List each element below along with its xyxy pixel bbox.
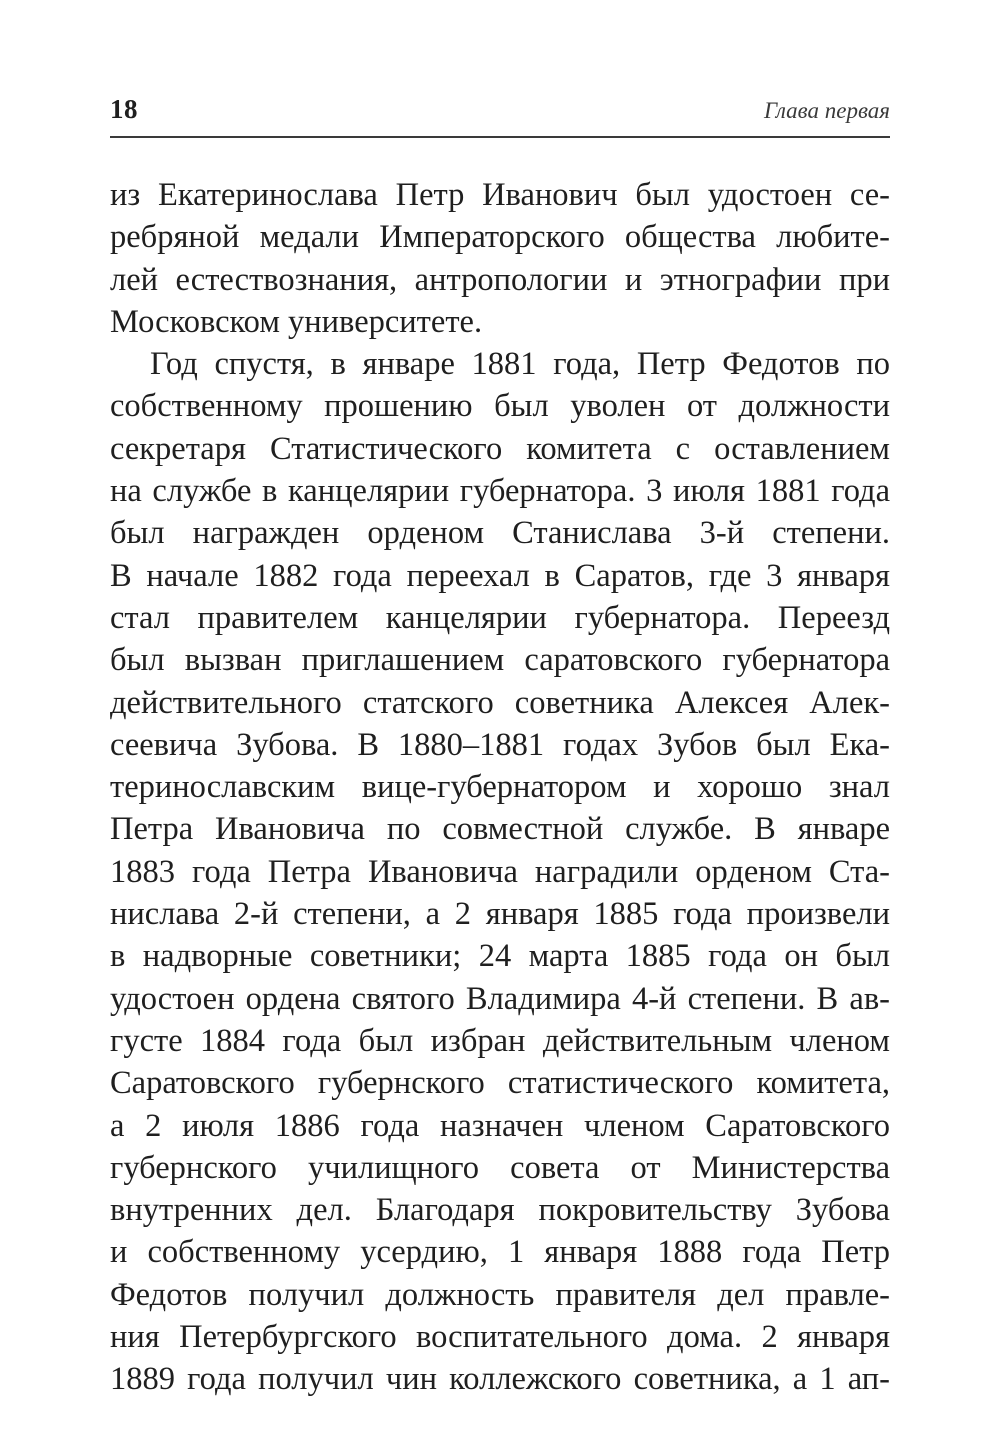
text-line: Саратовского губернского статистического комитета, <box>110 1065 890 1102</box>
text-line: а 2 июля 1886 года назначен членом Саратовского <box>110 1107 890 1144</box>
text-line: Федотов получил должность правителя дел правле- <box>110 1276 890 1313</box>
text-line: нислава 2-й степени, а 2 января 1885 года произвели <box>110 896 890 933</box>
text-line: внутренних дел. Благодаря покровительству Зубова <box>110 1192 890 1229</box>
book-page <box>110 92 890 1401</box>
text-line: 1883 года Петра Ивановича наградили орденом Ста- <box>110 853 890 890</box>
text-line: сеевича Зубова. В 1880–1881 годах Зубов был Ека- <box>110 726 890 763</box>
text-line: и собственному усердию, 1 января 1888 года Петр <box>110 1234 890 1271</box>
chapter-title: Глава первая <box>764 98 890 123</box>
text-line: В начале 1882 года переехал в Саратов, где 3 января <box>110 557 890 594</box>
text-line: был вызван приглашением саратовского губернатора <box>110 642 890 679</box>
text-line: стал правителем канцелярии губернатора. Переезд <box>110 599 890 636</box>
text-line: Московском университете. <box>110 303 483 340</box>
text-line: собственному прошению был уволен от должности <box>110 388 890 425</box>
text-line: густе 1884 года был избран действительным членом <box>110 1022 890 1059</box>
page-number: 18 <box>110 94 138 124</box>
text-line: ния Петербургского воспитательного дома. 2 января <box>110 1319 890 1356</box>
text-line: был награжден орденом Станислава 3-й степени. <box>110 515 890 552</box>
text-line: 1889 года получил чин коллежского советника, а 1 ап- <box>110 1361 890 1398</box>
running-header <box>110 92 890 138</box>
text-line: действительного статского советника Алексея Алек- <box>110 684 890 721</box>
text-line: в надворные советники; 24 марта 1885 года он был <box>110 938 890 975</box>
text-line: из Екатеринослава Петр Иванович был удостоен се- <box>110 177 890 213</box>
text-line: лей естествознания, антропологии и этнографии при <box>110 261 890 298</box>
text-line: удостоен ордена святого Владимира 4-й степени. В ав- <box>110 980 890 1017</box>
text-line: теринославским вице-губернатором и хорошо знал <box>110 769 890 806</box>
text-line: ребряной медали Императорского общества любите- <box>110 219 890 256</box>
text-line: Петра Ивановича по совместной службе. В январе <box>110 811 890 848</box>
body-text <box>110 174 890 1401</box>
paragraph-first-line: Год спустя, в январе 1881 года, Петр Федотов по <box>150 346 890 383</box>
text-line: губернского училищного совета от Министерства <box>110 1149 890 1186</box>
text-line: на службе в канцелярии губернатора. 3 июля 1881 года <box>110 473 890 510</box>
text-line: секретаря Статистического комитета с оставлением <box>110 430 890 467</box>
